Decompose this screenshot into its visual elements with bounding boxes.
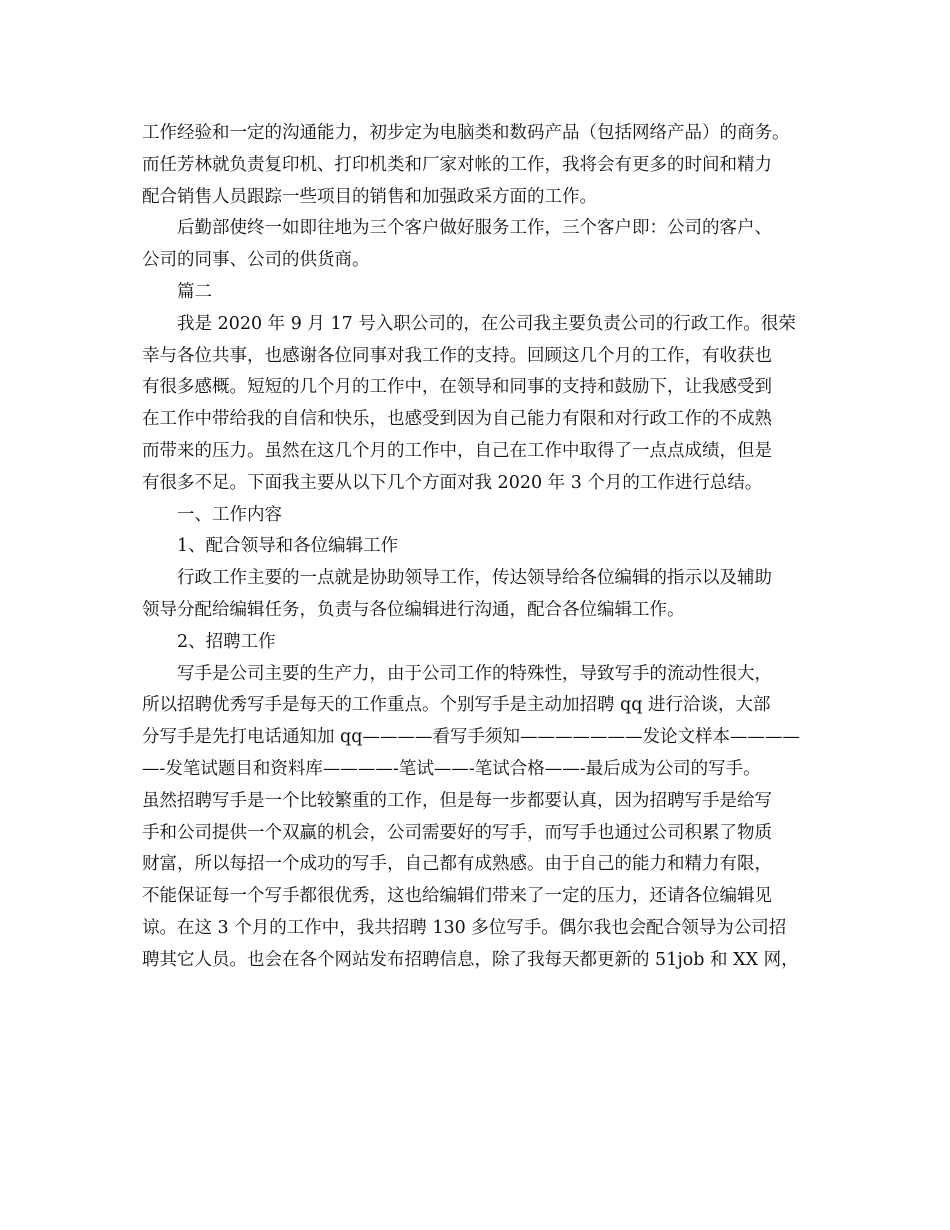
text-line: 手和公司提供一个双赢的机会，公司需要好的写手，而写手也通过公司积累了物质 xyxy=(142,822,772,843)
text-line: 财富，所以每招一个成功的写手，自己都有成熟感。由于自己的能力和精力有限， xyxy=(142,854,772,875)
text-line: 在工作中带给我的自信和快乐，也感受到因为自己能力有限和对行政工作的不成熟 xyxy=(142,409,772,430)
text-line: 不能保证每一个写手都很优秀，这也给编辑们带来了一定的压力，还请各位编辑见 xyxy=(142,886,772,907)
text-line: 后勤部使终一如即往地为三个客户做好服务工作，三个客户即：公司的客户、 xyxy=(177,218,772,239)
text-line: 写手是公司主要的生产力，由于公司工作的特殊性，导致写手的流动性很大， xyxy=(177,663,772,684)
text-line: 领导分配给编辑任务，负责与各位编辑进行沟通，配合各位编辑工作。 xyxy=(142,599,685,620)
text-line: 工作经验和一定的沟通能力，初步定为电脑类和数码产品（包括网络产品）的商务。 xyxy=(142,123,790,143)
text-line: 一、工作内容 xyxy=(177,504,282,525)
text-line: 虽然招聘写手是一个比较繁重的工作，但是每一步都要认真，因为招聘写手是给写 xyxy=(142,790,772,811)
text-line: 公司的同事、公司的供货商。 xyxy=(142,250,370,271)
text-line: 2、招聘工作 xyxy=(177,631,276,652)
text-line: 配合销售人员跟踪一些项目的销售和加强政采方面的工作。 xyxy=(142,186,597,207)
text-line: 幸与各位共事，也感谢各位同事对我工作的支持。回顾这几个月的工作，有收获也 xyxy=(142,345,772,366)
text-line: 我是 2020 年 9 月 17 号入职公司的，在公司我主要负责公司的行政工作。很荣 xyxy=(177,313,796,334)
text-line: —-发笔试题目和资料库————-笔试——-笔试合格——-最后成为公司的写手。 xyxy=(142,758,761,779)
text-line: 所以招聘优秀写手是每天的工作重点。个别写手是主动加招聘 qq 进行洽谈，大部 xyxy=(142,695,771,716)
text-line: 而任芳林就负责复印机、打印机类和厂家对帐的工作，我将会有更多的时间和精力 xyxy=(142,154,772,175)
text-line: 分写手是先打电话通知加 qq————看写手须知———————发论文样本———— xyxy=(142,727,800,748)
text-line: 而带来的压力。虽然在这几个月的工作中，自己在工作中取得了一点点成绩，但是 xyxy=(142,440,772,461)
text-line: 行政工作主要的一点就是协助领导工作，传达领导给各位编辑的指示以及辅助 xyxy=(177,568,772,589)
text-line: 篇二 xyxy=(177,281,212,302)
text-line: 1、配合领导和各位编辑工作 xyxy=(177,536,399,557)
text-line: 有很多感概。短短的几个月的工作中，在领导和同事的支持和鼓励下，让我感受到 xyxy=(142,377,772,398)
text-line: 聘其它人员。也会在各个网站发布招聘信息，除了我每天都更新的 51job 和 XX 网， xyxy=(142,949,799,970)
text-line: 谅。在这 3 个月的工作中，我共招聘 130 多位写手。偶尔我也会配合领导为公司招 xyxy=(142,917,787,938)
document-body xyxy=(142,118,812,977)
text-line: 有很多不足。下面我主要从以下几个方面对我 2020 年 3 个月的工作进行总结。 xyxy=(142,472,763,493)
